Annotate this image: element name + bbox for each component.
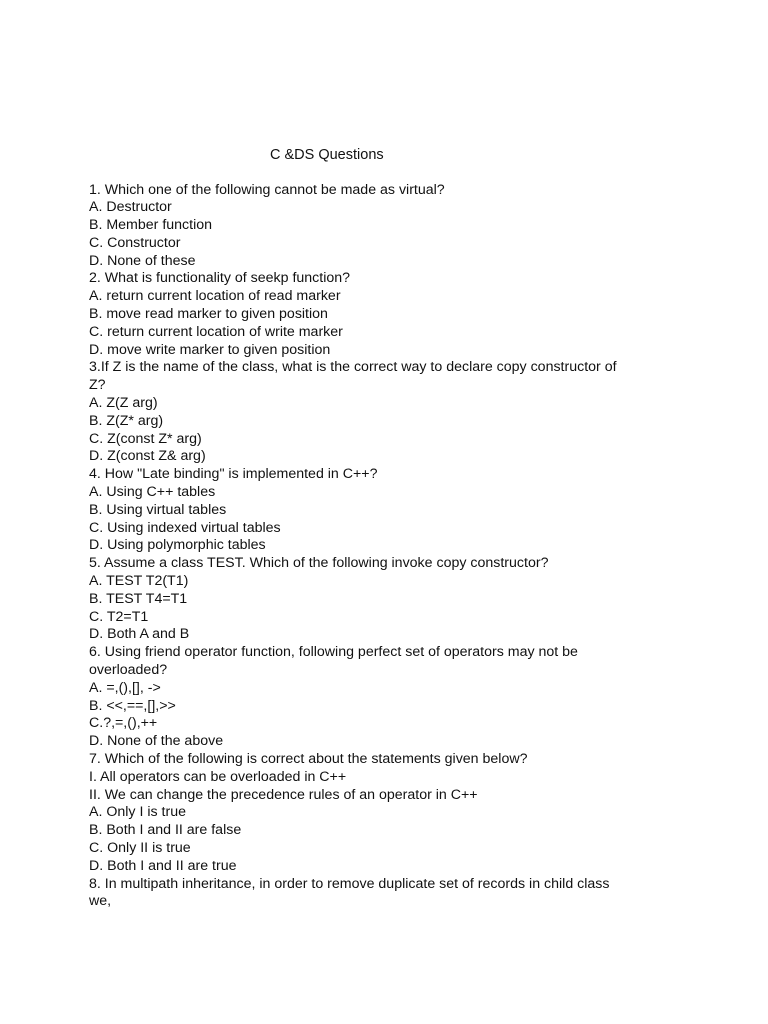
text-line: D. Z(const Z& arg) [89, 448, 206, 465]
text-line: 4. How "Late binding" is implemented in C++? [89, 466, 378, 483]
text-line: overloaded? [89, 662, 168, 679]
text-line: C. Using indexed virtual tables [89, 519, 281, 536]
text-line: D. move write marker to given position [89, 341, 331, 358]
text-line: B. Using virtual tables [89, 501, 227, 518]
text-line: 6. Using friend operator function, following perfect set of operators may not be [89, 644, 578, 661]
text-line: II. We can change the precedence rules of an operator in C++ [89, 786, 478, 803]
text-line: 8. In multipath inheritance, in order to remove duplicate set of records in child class [89, 875, 610, 892]
text-line: 3.If Z is the name of the class, what is the correct way to declare copy constructor of [89, 359, 617, 376]
text-line: C. return current location of write marker [89, 323, 343, 340]
text-line: C.?,=,(),++ [89, 715, 158, 732]
text-line: A. Only I is true [89, 804, 186, 821]
text-line: B. Member function [89, 217, 213, 234]
text-line: 2. What is functionality of seekp function? [89, 270, 351, 287]
text-line: 1. Which one of the following cannot be made as virtual? [89, 181, 445, 198]
text-line: A. return current location of read marker [89, 288, 341, 305]
question-list [89, 182, 669, 912]
text-line: C. T2=T1 [89, 608, 149, 625]
text-line: we, [89, 893, 112, 910]
text-line: B. move read marker to given position [89, 306, 328, 323]
text-line: 7. Which of the following is correct about the statements given below? [89, 751, 528, 767]
text-line: A. Using C++ tables [89, 484, 216, 501]
text-line: Z? [89, 377, 106, 394]
text-line: D. None of these [89, 252, 196, 269]
text-line: D. Both A and B [89, 626, 190, 643]
text-line: A. TEST T2(T1) [89, 573, 189, 590]
text-line: C. Z(const Z* arg) [89, 430, 202, 447]
text-line: 5. Assume a class TEST. Which of the following invoke copy constructor? [89, 555, 549, 572]
text-line: A. =,(),[], -> [89, 679, 161, 696]
text-line: D. Using polymorphic tables [89, 537, 266, 554]
text-line: B. Z(Z* arg) [89, 412, 164, 429]
text-line: B. TEST T4=T1 [89, 590, 188, 607]
text-line: I. All operators can be overloaded in C++ [89, 768, 347, 785]
text-line: A. Z(Z arg) [89, 395, 158, 412]
text-line: C. Constructor [89, 234, 181, 251]
text-line: D. None of the above [89, 733, 224, 750]
text-line: A. Destructor [89, 199, 172, 216]
text-line: B. Both I and II are false [89, 822, 242, 839]
text-line: D. Both I and II are true [89, 857, 237, 874]
text-line: B. <<,==,[],>> [89, 697, 176, 714]
page-title: C &DS Questions [270, 147, 384, 163]
text-line: C. Only II is true [89, 839, 191, 856]
